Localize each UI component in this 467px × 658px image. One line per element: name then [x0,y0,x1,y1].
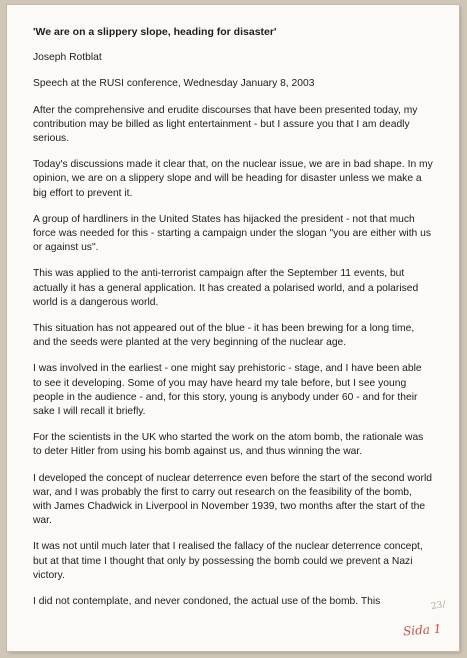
paragraph: This was applied to the anti-terrorist campaign after the September 11 events, but actually it has a general application. It has created a polarised world, and a polarised world is a dangerous world. [33,268,419,308]
paragraph: After the comprehensive and erudite discourses that have been presented today, my contribution may be billed as light entertainment - but I assure you that I am deadly serious. [33,104,418,145]
paragraph: This situation has not appeared out of the blue - it has been brewing for a long time, and the seeds were planted at the very beginning of the nuclear age. [33,323,415,349]
handwritten-note: Sida 1 [402,621,442,639]
paragraph: Today's discussions made it clear that, on the nuclear issue, we are in bad shape. In my opinion, we are on a slippery slope and will be heading for disaster unless we make a big effort to prevent it. [33,159,433,199]
paragraph: For the scientists in the UK who started the work on the atom bomb, the rationale was to deter Hitler from using his bomb against us, and thus winning the war. [33,432,424,458]
paragraph: It was not until much later that I realised the fallacy of the nuclear deterrence concept, but at that time I thought that only by possessing the bomb could we prevent a Nazi victory. [33,541,423,581]
document-body [33,25,433,609]
paragraph: I did not contemplate, and never condoned, the actual use of the bomb. This [33,596,381,608]
paragraph: A group of hardliners in the United States has hijacked the president - not that much force was needed for this - starting a campaign under the slogan "you are either with us or against us". [33,213,432,254]
paragraph: I developed the concept of nuclear deterrence even before the start of the second world war, and I was probably the first to carry out research on the feasibility of the bomb, with James Chadwick in Liverpool in November 1939, two months after the start of the war. [33,472,432,527]
document-title: 'We are on a slippery slope, heading for disaster' [33,26,277,38]
paper-sheet [7,5,459,651]
speech-venue: Speech at the RUSI conference, Wednesday January 8, 2003 [33,78,315,90]
document-author: Joseph Rotblat [33,52,102,64]
paragraph: I was involved in the earliest - one might say prehistoric - stage, and I have been able to see it developing. Some of you may have heard my tale before, but I see young people in the audience - and, for this story, young is anybody under 60 - and for their sake I will recall it briefly. [33,363,422,418]
page-number-annotation: 23/ [429,600,446,612]
